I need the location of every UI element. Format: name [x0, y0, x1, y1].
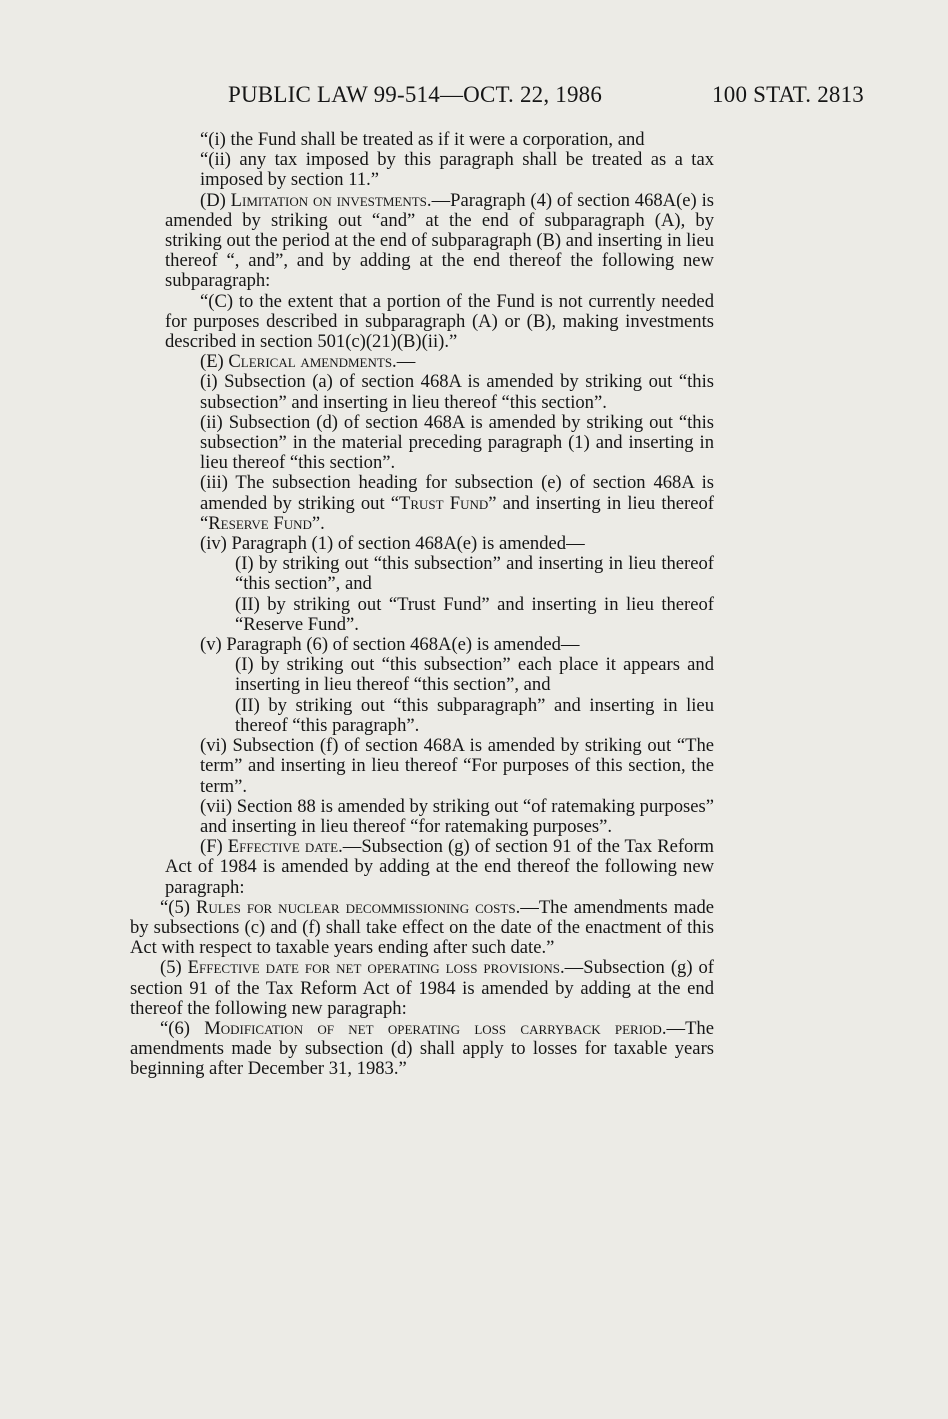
clause-e-iii-text-c: ” and inserting in lieu thereof “	[200, 492, 714, 534]
subpara-c-quote: “(C) to the extent that a portion of the Fund is not currently needed for purposes described in subparagraph (A) or (B), making investments described in section 501(c)(21)(B)(ii).”	[165, 290, 714, 353]
header-page-number: 100 STAT. 2813	[712, 82, 864, 107]
subclause-v-II: (II) by striking out “this subparagraph” and inserting in lieu thereof “this paragraph”.	[235, 694, 714, 736]
clause-e-v: (v) Paragraph (6) of section 468A(e) is amended—	[200, 634, 580, 656]
subpara-f-heading: (F) Effective date.	[200, 836, 343, 858]
subpara-d-text: —Paragraph (4) of section 468A(e) is amended by striking out “and” at the end of subparagraph (A), by striking out the period at the end of subparagraph (B) and inserting in lieu thereof “, and”, and by adding at the end thereof the following new subparagraph:	[165, 189, 715, 292]
paragraph-5-heading: “(5) Rules for nuclear decommissioning costs.	[160, 896, 521, 918]
clause-e-iv: (iv) Paragraph (1) of section 468A(e) is amended—	[200, 533, 585, 555]
clause-e-i: (i) Subsection (a) of section 468A is amended by striking out “this subsection” and inserting in lieu thereof “this section”.	[200, 371, 714, 413]
clause-e-vii: (vii) Section 88 is amended by striking out “of ratemaking purposes” and inserting in lieu thereof “for ratemaking purposes”.	[200, 795, 714, 837]
section-paragraph-5-text: —Subsection (g) of section 91 of the Tax Reform Act of 1984 is amended by adding at the end thereof the following new paragraph:	[130, 957, 714, 1019]
paragraph-5-quote	[130, 898, 714, 959]
header-title: PUBLIC LAW 99-514—OCT. 22, 1986	[228, 82, 603, 107]
body-text	[130, 130, 714, 1080]
clause-e-iii-text-a: (iii) The subsection heading for subsection (e) of section 468A is amended by striking out “	[200, 472, 714, 514]
subclause-v-I: (I) by striking out “this subsection” each place it appears and inserting in lieu thereof “this section”, and	[235, 654, 714, 696]
subpara-e-text: —	[396, 351, 416, 373]
subpara-f	[130, 837, 714, 898]
clause-ii: “(ii) any tax imposed by this paragraph shall be treated as a tax imposed by section 11.”	[200, 149, 714, 191]
subpara-e	[130, 352, 714, 372]
paragraph-5-text: —The amendments made by subsections (c) and (f) shall take effect on the date of the enactment of this Act with respect to taxable years ending after such date.”	[130, 896, 714, 959]
clause-i: “(i) the Fund shall be treated as if it were a corporation, and	[200, 129, 645, 150]
subpara-d	[130, 191, 714, 292]
section-paragraph-5	[130, 958, 714, 1019]
subclause-iv-I: (I) by striking out “this subsection” and inserting in lieu thereof “this section”, and	[235, 553, 714, 595]
subclause-iv-II: (II) by striking out “Trust Fund” and inserting in lieu thereof “Reserve Fund”.	[235, 593, 714, 635]
clause-e-iii	[130, 473, 714, 534]
clause-e-iii-text-e: ”.	[311, 512, 325, 534]
paragraph-6-text: —The amendments made by subsection (d) shall apply to losses for taxable years beginning after December 31, 1983.”	[130, 1017, 714, 1080]
clause-e-ii: (ii) Subsection (d) of section 468A is amended by striking out “this subsection” in the material preceding paragraph (1) and inserting in lieu thereof “this section”.	[200, 411, 714, 474]
subpara-f-text: —Subsection (g) of section 91 of the Tax Reform Act of 1984 is amended by adding at the end thereof the following new paragraph:	[165, 836, 714, 898]
clause-e-iii-reserve-fund: Reserve Fund	[208, 512, 312, 534]
clause-e-iii-trust-fund: Trust Fund	[399, 492, 489, 514]
paragraph-6-quote	[130, 1019, 714, 1080]
subpara-e-heading: (E) Clerical amendments.	[200, 351, 397, 373]
paragraph-6-heading: “(6) Modification of net operating loss carryback period.	[160, 1017, 667, 1039]
section-paragraph-5-heading: (5) Effective date for net operating loss provisions.	[160, 957, 565, 979]
subpara-d-heading: (D) Limitation on investments.	[200, 189, 432, 211]
clause-e-vi: (vi) Subsection (f) of section 468A is amended by striking out “The term” and inserting in lieu thereof “For purposes of this section, the term”.	[200, 735, 714, 797]
